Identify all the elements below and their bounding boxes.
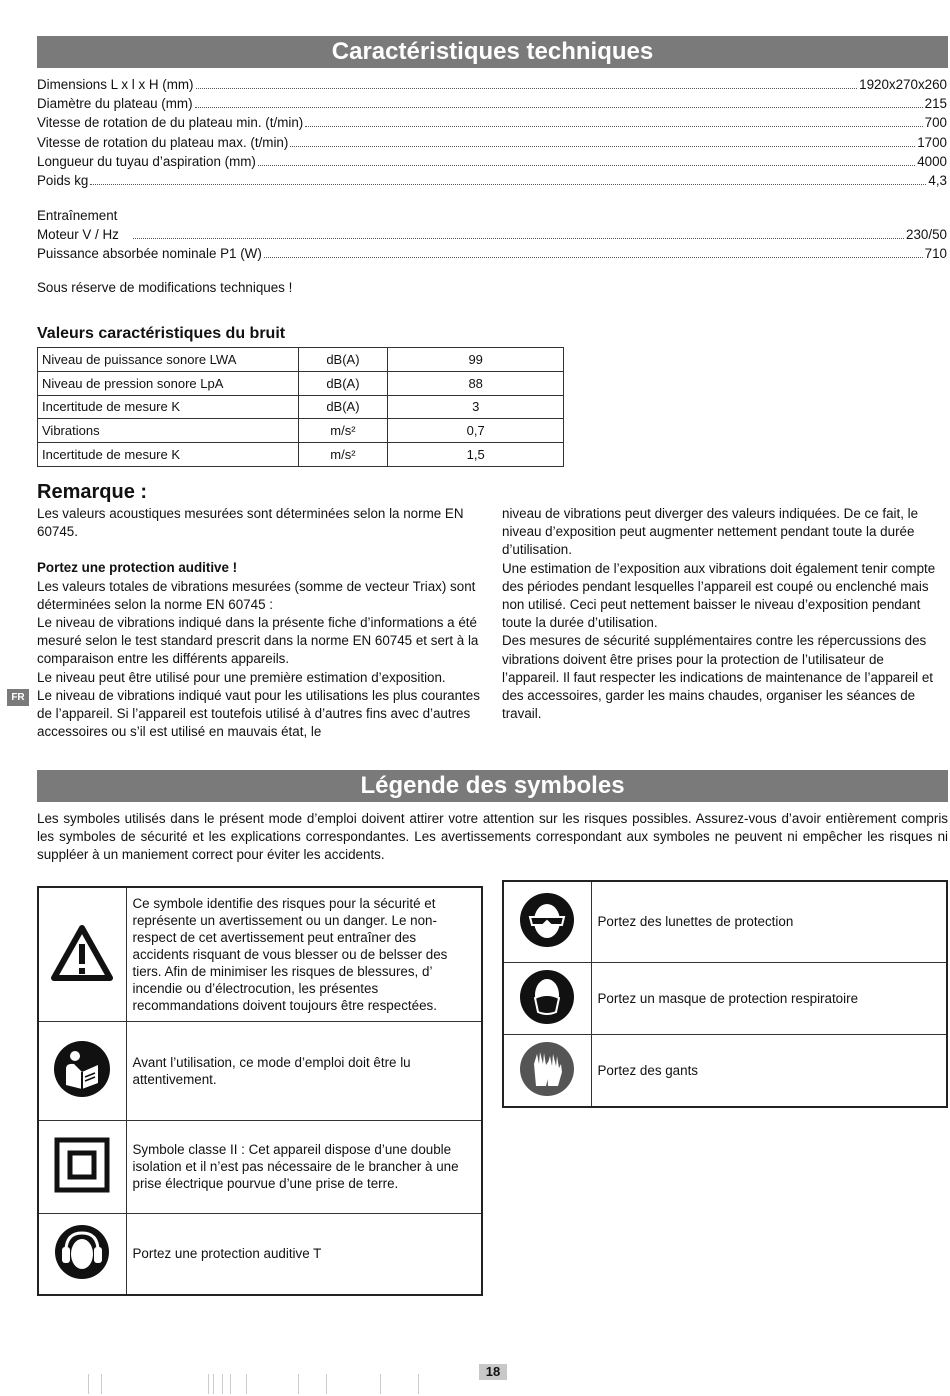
table-row: Incertitude de mesure K dB(A) 3 — [38, 395, 564, 419]
page-number: 18 — [479, 1364, 507, 1380]
noise-title: Valeurs caractéristiques du bruit — [37, 325, 286, 342]
table-row: Portez un masque de protection respiratoire — [503, 962, 947, 1034]
specs-list — [37, 75, 947, 190]
legend-title: Légende des symboles — [37, 770, 948, 802]
spec-row: Puissance absorbée nominale P1 (W) 710 — [37, 246, 947, 262]
table-row: Portez une protection auditive T — [38, 1213, 482, 1295]
drive-heading: Entraînement — [37, 208, 118, 223]
table-row: Ce symbole identifie des risques pour la sécurité et représente un avertissement ou un danger. Le non-respect de cet avertissement peut entraîner des accidents risquant de vous blesser ou de belsser des tiers. Afin de minimiser les risques de blessures, d’ incendie ou d’électrocution, les présentes recommandations doivent toujours être respectées. — [38, 887, 482, 1021]
spec-row: Poids kg 4,3 — [37, 172, 947, 188]
remark-left-column: Les valeurs acoustiques mesurées sont déterminées selon la norme EN 60745. Portez une protection auditive ! Les valeurs totales de vibrations mesurées (somme de vecteur Triax) sont déterminées selon la norme EN 60745 : Le niveau de vibrations indiqué dans la présente fiche d’informations a été mesuré selon le test standard prescrit dans la norme EN 60745 et sert à la comparaison entre les différents appareils. Le niveau peut être utilisé pour une première estimation d’exposition. Le niveau de vibrations indiqué vaut pour les utilisations les plus courantes de l’appareil. Si l’appareil est toutefois utilisé à d’autres fins avec d’autres accessoires ou s’il est utilisé en mauvais état, le — [37, 506, 480, 740]
footer-marks — [0, 1374, 950, 1394]
gloves-icon — [503, 1034, 591, 1107]
spec-row: Moteur V / Hz 230/50 — [37, 227, 947, 242]
noise-table — [37, 347, 564, 467]
read-manual-icon — [38, 1021, 126, 1120]
legend-intro: Les symboles utilisés dans le présent mode d’emploi doivent attirer votre attention sur les risques possibles. Assurez-vous d’avoir entièrement compris les symboles de sécurité et les explications correspondantes. Les avertissements correspondant aux symboles ne peuvent ni empêcher les risques ni suppléer à un maniement correct pour éviter les accidents. — [37, 811, 948, 863]
table-row: Incertitude de mesure K m/s² 1,5 — [38, 443, 564, 467]
table-row: Symbole classe II : Cet appareil dispose d’une double isolation et il n’est pas nécessaire de le brancher à une prise électrique pourvue d’une prise de terre. — [38, 1120, 482, 1213]
respirator-mask-icon — [503, 962, 591, 1034]
safety-glasses-icon — [503, 881, 591, 962]
class-ii-double-insulation-icon — [38, 1120, 126, 1213]
table-row: Niveau de puissance sonore LWA dB(A) 99 — [38, 348, 564, 372]
warning-triangle-icon — [38, 887, 126, 1021]
drive-list — [37, 225, 947, 263]
language-tab: FR — [7, 689, 29, 706]
symbols-table-left — [37, 886, 483, 1296]
remark-title: Remarque : — [37, 481, 148, 503]
table-row: Portez des lunettes de protection — [503, 881, 947, 962]
table-row: Portez des gants — [503, 1034, 947, 1107]
spec-row: Vitesse de rotation de du plateau min. (t/min) 700 — [37, 115, 947, 131]
reserve-note: Sous réserve de modifications techniques ! — [37, 280, 293, 295]
table-row: Vibrations m/s² 0,7 — [38, 419, 564, 443]
ear-protection-icon — [38, 1213, 126, 1295]
symbols-table-right — [502, 880, 948, 1108]
table-row: Avant l’utilisation, ce mode d’emploi doit être lu attentivement. — [38, 1021, 482, 1120]
remark-right-column: niveau de vibrations peut diverger des valeurs indiquées. De ce fait, le niveau d’exposition peut augmenter nettement pendant toute la durée d’utilisation. Une estimation de l’exposition aux vibrations doit également tenir compte des périodes pendant lesquelles l’appareil est coupé ou enclenché mais non utilisé. Ceci peut nettement baisser le niveau d’exposition pendant toute la durée d’utilisation. Des mesures de sécurité supplémentaires contre les répercussions des vibrations doivent être prises pour la protection de l’utilisateur de l’appareil. Il faut respecter les indications de maintenance de l’appareil et des accessoires, garder les mains chaudes, organiser les séances de travail. — [502, 506, 936, 722]
spec-row: Dimensions L x l x H (mm) 1920x270x260 — [37, 77, 947, 92]
spec-row: Vitesse de rotation du plateau max. (t/min) 1700 — [37, 134, 947, 150]
specs-title: Caractéristiques techniques — [37, 36, 948, 68]
spec-row: Diamètre du plateau (mm) 215 — [37, 96, 947, 112]
table-row: Niveau de pression sonore LpA dB(A) 88 — [38, 371, 564, 395]
spec-row: Longueur du tuyau d’aspiration (mm) 4000 — [37, 153, 947, 169]
